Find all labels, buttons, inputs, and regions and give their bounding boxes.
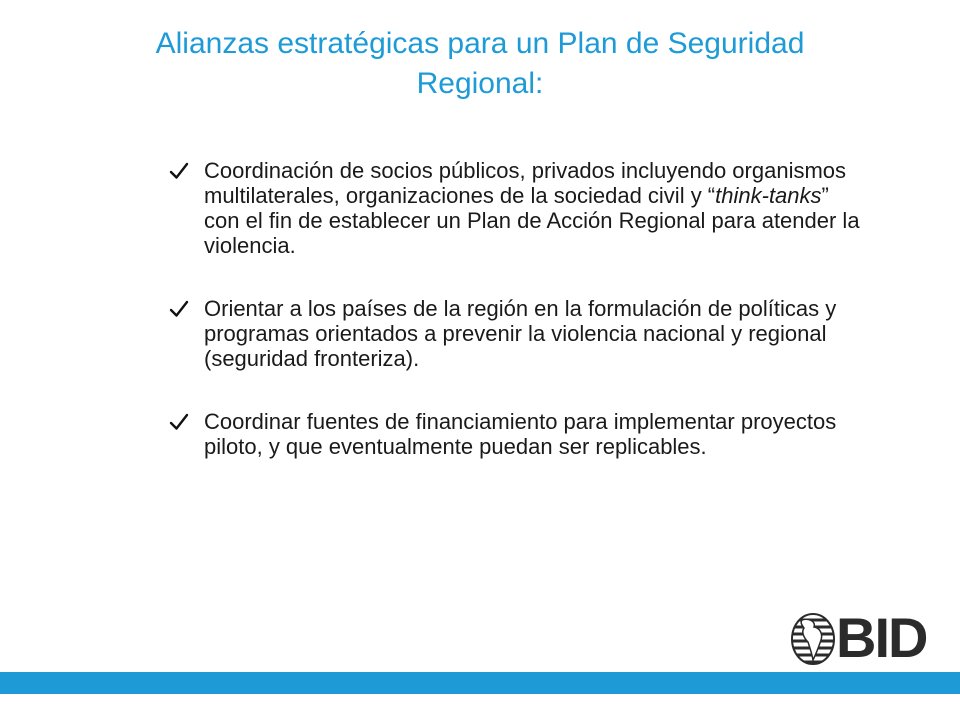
bullet-text-part-2: ” con el fin de establecer un Plan de Acción Regional para atender la violencia. [204,183,860,258]
bullet-text: Orientar a los países de la región en la formulación de políticas y programas orientados a prevenir la violencia nacional y regional (seguridad fronteriza). [204,296,837,371]
bullet-text: Coordinar fuentes de financiamiento para implementar proyectos piloto, y que eventualmente puedan ser replicables. [204,409,837,459]
footer-bar [0,672,960,694]
slide-title-line-1: Alianzas estratégicas para un Plan de Seguridad [155,27,805,60]
bullet-item-orientation [168,296,868,371]
bullet-text-part-1: Coordinación de socios públicos, privados incluyendo organismos multilaterales, organizaciones de la sociedad civil y “ [204,158,847,208]
bullet-text-italic: think-tanks [715,183,822,208]
bullet-list [168,158,868,459]
bullet-item-coordination [168,158,868,258]
globe-icon [790,612,836,666]
slide-title [60,24,900,104]
checkmark-icon [168,160,190,182]
checkmark-icon [168,298,190,320]
checkmark-icon [168,411,190,433]
logo-text: BID [836,606,927,669]
bullet-item-financing [168,409,868,459]
slide-title-line-2: Regional: [416,67,544,100]
bid-logo [790,606,930,669]
